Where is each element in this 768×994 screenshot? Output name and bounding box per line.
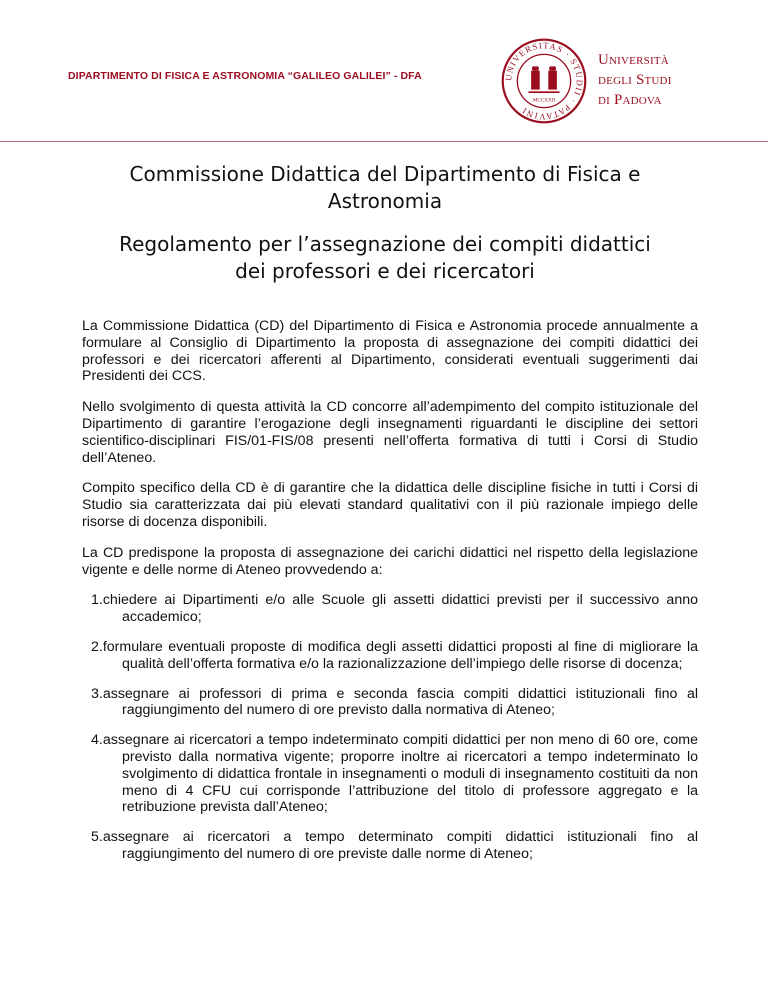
paragraph: La CD predispone la proposta di assegnazione dei carichi didattici nel rispetto della legislazione vigente e delle norme di Ateneo provvedendo a: xyxy=(82,544,698,578)
seal-year: MCCXXII xyxy=(532,97,556,104)
list-item: 4.assegnare ai ricercatori a tempo indeterminato compiti didattici per non meno di 60 ore, come previsto dalla normativa vigente; proporre inoltre ai ricercatori a tempo indeterminato lo svolgimento di didattica frontale in insegnamenti o moduli di insegnamento costituiti da non meno di 4 CFU cui corrisponde l’attribuzione del titolo di professore aggregato e la retribuzione prevista dall’Ateneo; xyxy=(91,732,698,816)
university-seal-icon xyxy=(501,38,587,124)
list-item: 2.formulare eventuali proposte di modifica degli assetti didattici proposti al fine di migliorare la qualità dell’offerta formativa e/o la razionalizzazione dell’impiego delle risorse di docenza; xyxy=(91,638,698,672)
document-title xyxy=(60,161,710,215)
header-divider xyxy=(0,141,768,142)
paragraph: Nello svolgimento di questa attività la CD concorre all’adempimento del compito istituzionale del Dipartimento di garantire l’erogazione degli insegnamenti riguardanti le discipline dei settori scientifico-disciplinari FIS/01-FIS/08 presenti nell’offerta formativa di tutti i Corsi di Studio dell’Ateneo. xyxy=(82,399,698,466)
paragraph: La Commissione Didattica (CD) del Dipartimento di Fisica e Astronomia procede annualmente a formulare al Consiglio di Dipartimento la proposta di assegnazione dei compiti didattici dei professori e dei ricercatori afferenti al Dipartimento, considerati eventuali suggerimenti dai Presidenti dei CCS. xyxy=(82,318,698,385)
document-body xyxy=(82,318,698,876)
title-line: Commissione Didattica del Dipartimento di Fisica e xyxy=(129,162,641,186)
document-subtitle xyxy=(60,231,710,285)
subtitle-line: Regolamento per l’assegnazione dei compiti didattici xyxy=(119,232,651,256)
task-list xyxy=(82,592,698,862)
paragraph: Compito specifico della CD è di garantire che la didattica delle discipline fisiche in tutti i Corsi di Studio sia caratterizzata dai più elevati standard qualitativi con il più razionale impiego delle risorse di docenza disponibili. xyxy=(82,480,698,530)
seal-text: UNIVERSITAS · STUDII · PATAVINI xyxy=(503,40,585,122)
list-item: 1.chiedere ai Dipartimenti e/o alle Scuole gli assetti didattici previsti per il successivo anno accademico; xyxy=(91,592,698,626)
list-item: 3.assegnare ai professori di prima e seconda fascia compiti didattici istituzionali fino al raggiungimento del numero di ore previsto dalla normativa di Ateneo; xyxy=(91,685,698,719)
university-line: di Padova xyxy=(598,92,662,108)
university-line: degli Studi xyxy=(598,72,672,88)
university-name xyxy=(598,50,672,110)
list-item: 5.assegnare ai ricercatori a tempo determinato compiti didattici istituzionali fino al raggiungimento del numero di ore previste dalle norme di Ateneo; xyxy=(91,829,698,862)
university-line: Università xyxy=(598,52,669,68)
department-name: DIPARTIMENTO DI FISICA E ASTRONOMIA “GALILEO GALILEI” - DFA xyxy=(68,70,422,82)
title-line: Astronomia xyxy=(327,189,443,213)
subtitle-line: dei professori e dei ricercatori xyxy=(235,259,535,283)
